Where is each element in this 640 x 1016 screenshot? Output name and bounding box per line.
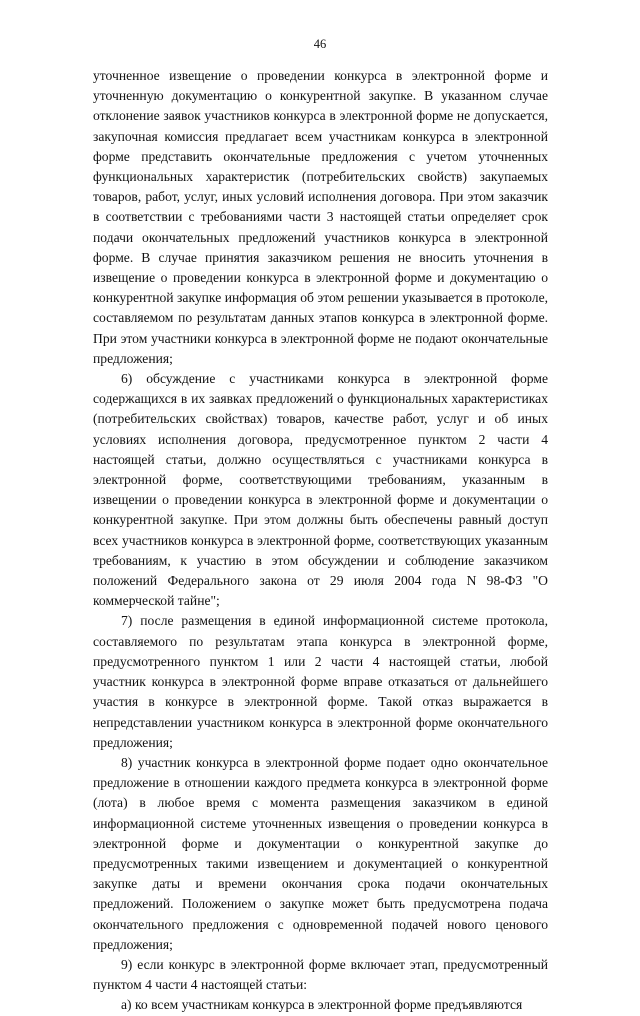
paragraph-subitem-a: а) ко всем участникам конкурса в электронной форме предъявляются <box>121 997 523 1013</box>
document-body <box>93 66 548 1016</box>
paragraph-item-8: 8) участник конкурса в электронной форме подает одно окончательное предложение в отношении каждого предмета конкурса в электронной форме (лота) в любое время с момента размещения заказчиком в единой информационной системе уточненных извещения о проведении конкурса в электронной форме и документации о конкурентной закупке до предусмотренных такими извещением и документацией о конкурентной закупке даты и времени окончания срока подачи окончательных предложений. Положением о закупке может быть предусмотрена подача окончательного предложения с одновременной подачей нового ценового предложения; <box>93 754 548 952</box>
paragraph-item-9: 9) если конкурс в электронной форме включает этап, предусмотренный пунктом 4 части 4 настоящей статьи: <box>93 956 548 993</box>
page-number: 46 <box>313 37 327 51</box>
paragraph-item-7: 7) после размещения в единой информационной системе протокола, составляемого по результатам этапа конкурса в электронной форме, предусмотренного пунктом 1 или 2 части 4 настоящей статьи, любой участник конкурса в электронной форме вправе отказаться от дальнейшего участия в конкурсе в электронной форме. Такой отказ выражается в непредставлении участником конкурса в электронной форме окончательного предложения; <box>93 613 548 750</box>
paragraph-continuation: уточненное извещение о проведении конкурса в электронной форме и уточненную документацию о конкурентной закупке. В указанном случае отклонение заявок участников конкурса в электронной форме не допускается, закупочная комиссия предлагает всем участникам конкурса в электронной форме представить окончательные предложения с учетом уточненных функциональных характеристик (потребительских свойств) закупаемых товаров, работ, услуг, иных условий исполнения договора. При этом заказчик в соответствии с требованиями части 3 настоящей статьи определяет срок подачи окончательных предложений участников конкурса в электронной форме. В случае принятия заказчиком решения не вносить уточнения в извещение о проведении конкурса в электронной форме и документацию о конкурентной закупке информация об этом решении указывается в протоколе, составляемом по результатам данных этапов конкурса в электронной форме. При этом участники конкурса в электронной форме не подают окончательные предложения; <box>93 68 548 366</box>
paragraph-item-6: 6) обсуждение с участниками конкурса в электронной форме содержащихся в их заявках предложений о функциональных характеристиках (потребительских свойствах) товаров, качестве работ, услуг и об иных условиях исполнения договора, предусмотренное пунктом 2 части 4 настоящей статьи, должно осуществляться с участниками конкурса в электронной форме, соответствующими требованиям, указанным в извещении о проведении конкурса в электронной форме и документации о конкурентной закупке. При этом должны быть обеспечены равный доступ всех участников конкурса в электронной форме, соответствующих указанным требованиям, к участию в этом обсуждении и соблюдение заказчиком положений Федерального закона от 29 июля 2004 года N 98-ФЗ "О коммерческой тайне"; <box>93 371 548 609</box>
